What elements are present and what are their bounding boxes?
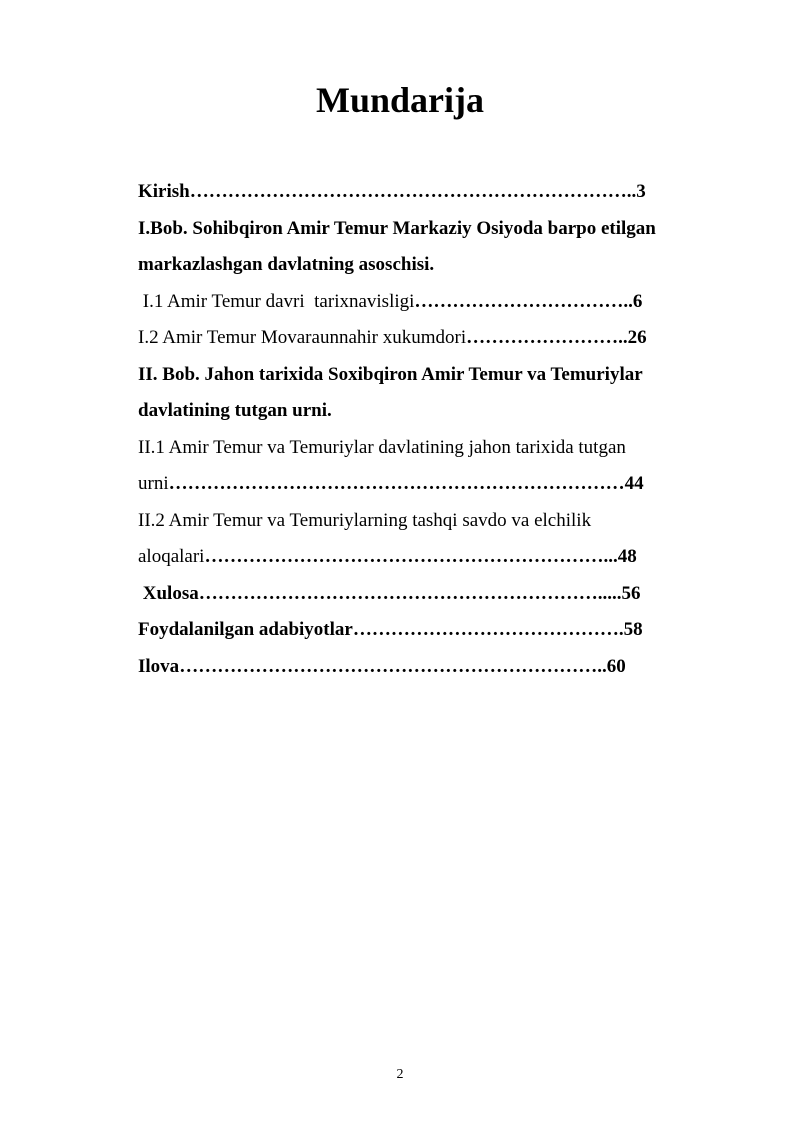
toc-entry-1-2[interactable] [138,320,738,357]
toc-entry-text: Ilova [138,655,180,677]
toc-leader-dots: …………………………………………………………….. [189,181,637,202]
toc-page-number: 56 [621,582,641,604]
toc-entry-text: I.Bob. Sohibqiron Amir Temur Markaziy Osiyoda barpo etilgan [138,217,656,239]
toc-leader-dots: …………………….. [466,327,628,348]
toc-chapter-1-line-1[interactable] [138,211,738,248]
toc-entry-text: Kirish [138,181,190,202]
page-title: Mundarija [315,80,484,120]
toc-leader-dots: ……………………………………………………………… [168,473,625,494]
toc-entry-2-1-line-2[interactable] [138,466,738,503]
toc-chapter-2-line-2[interactable] [138,393,738,430]
toc-page-number: 26 [627,327,647,348]
toc-entry-text: II.1 Amir Temur va Temuriylar davlatining jahon tarixida tutgan [138,436,626,458]
toc-entry-text: Foydalanilgan adabiyotlar [138,619,353,640]
toc-entry-text: Xulosa [138,582,199,604]
toc-leader-dots: ………………………………………………………….. [179,655,607,677]
toc-entry-2-2-line-1[interactable] [138,503,738,540]
toc-page-number: 48 [617,546,637,567]
toc-entry-text: I.2 Amir Temur Movaraunnahir xukumdori [138,327,467,348]
toc-entry-text: markazlashgan davlatning asoschisi. [138,254,435,275]
toc-entry-adabiyotlar[interactable] [138,612,738,649]
toc-leader-dots: ……………………………………. [352,619,624,640]
table-of-contents [138,174,738,685]
toc-page-number: 3 [636,181,646,202]
toc-entry-text: II. Bob. Jahon tarixida Soxibqiron Amir Temur va Temuriylar [138,363,643,385]
toc-page-number: 58 [623,619,643,640]
toc-page-number: 60 [606,655,626,677]
toc-entry-2-2-line-2[interactable] [138,539,738,576]
toc-chapter-1-line-2[interactable] [138,247,738,284]
toc-entry-text: I.1 Amir Temur davri tarixnavisligi [138,290,415,312]
toc-entry-2-1-line-1[interactable] [138,430,738,467]
toc-entry-ilova[interactable] [138,649,738,686]
toc-page-number: 44 [624,473,644,494]
toc-leader-dots: …………………………….. [414,290,633,312]
page-number: 2 [396,1067,404,1082]
toc-leader-dots: ………………………………………………………..... [198,582,622,604]
toc-chapter-2-line-1[interactable] [138,357,738,394]
toc-entry-text: urni [138,473,169,494]
toc-entry-1-1[interactable] [138,284,738,321]
toc-page-number: 6 [632,290,643,312]
toc-entry-kirish[interactable] [138,174,738,211]
toc-entry-text: II.2 Amir Temur va Temuriylarning tashqi savdo va elchilik [138,509,592,531]
toc-leader-dots: ………………………………………………………... [204,546,618,567]
toc-entry-text: davlatining tutgan urni. [138,400,332,421]
toc-entry-xulosa[interactable] [138,576,738,613]
toc-entry-text: aloqalari [138,546,205,567]
